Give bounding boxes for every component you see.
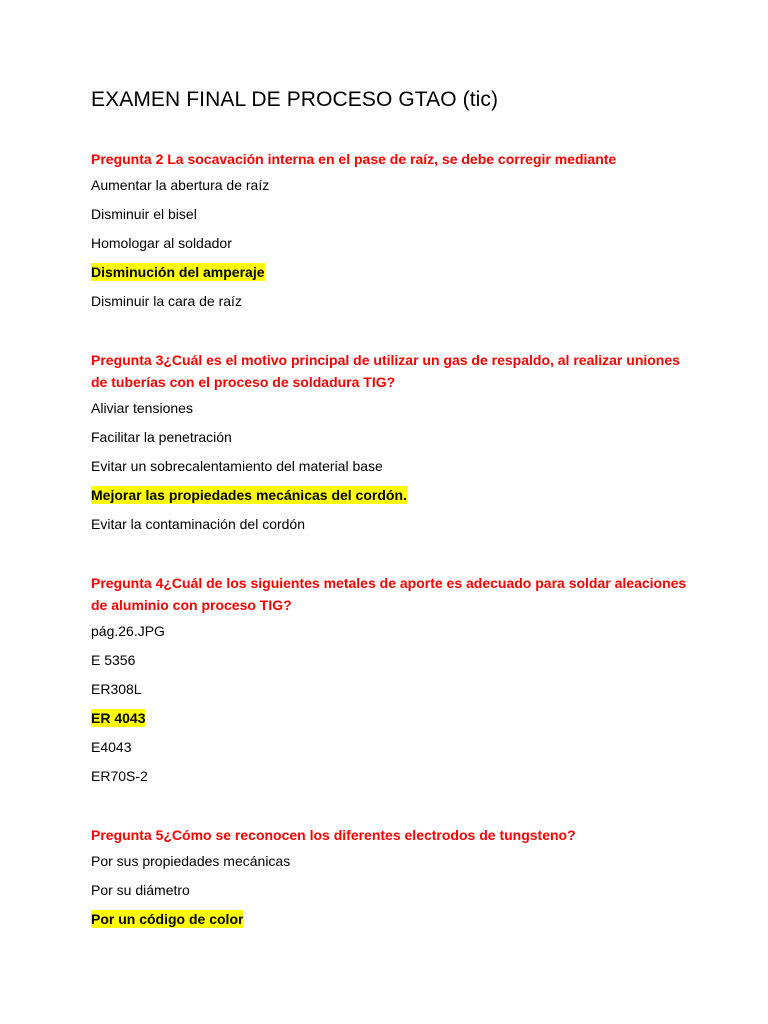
answer-option <box>91 650 691 670</box>
question-text: Pregunta 5¿Cómo se reconocen los diferentes electrodos de tungsteno? <box>91 827 576 843</box>
question-text: Pregunta 2 La socavación interna en el pase de raíz, se debe corregir mediante <box>91 151 617 167</box>
correct-answer-option <box>91 909 691 929</box>
correct-answer-option <box>91 485 691 505</box>
answer-option-label: Homologar al soldador <box>91 235 232 251</box>
answer-option <box>91 514 691 534</box>
answer-option <box>91 766 691 786</box>
question-block <box>91 148 691 311</box>
answer-option <box>91 398 691 418</box>
answer-option-label: ER70S-2 <box>91 768 148 784</box>
answer-option-label: Por sus propiedades mecánicas <box>91 853 291 869</box>
answer-option <box>91 427 691 447</box>
question-text: Pregunta 3¿Cuál es el motivo principal de utilizar un gas de respaldo, al realizar uniones de tuberías con el proceso de soldadura TIG? <box>91 352 680 390</box>
answer-option <box>91 175 691 195</box>
question-block <box>91 349 691 534</box>
correct-answer-option <box>91 262 691 282</box>
answer-option-label: Por su diámetro <box>91 882 190 898</box>
answer-option <box>91 737 691 757</box>
answer-option-label: Aliviar tensiones <box>91 400 193 416</box>
answer-option-label: Disminuir la cara de raíz <box>91 293 242 309</box>
answer-option <box>91 851 691 871</box>
answer-option <box>91 880 691 900</box>
answer-option <box>91 233 691 253</box>
answer-option-label: Facilitar la penetración <box>91 429 232 445</box>
answer-option-label: pág.26.JPG <box>91 623 165 639</box>
document-page <box>91 86 691 967</box>
correct-answer-label: Mejorar las propiedades mecánicas del cordón. <box>91 487 407 503</box>
answer-option-label: E 5356 <box>91 652 136 668</box>
answer-option <box>91 621 691 641</box>
answer-option <box>91 291 691 311</box>
document-title: EXAMEN FINAL DE PROCESO GTAO (tic) <box>91 88 499 111</box>
question-block <box>91 824 691 929</box>
answer-option-label: ER308L <box>91 681 142 697</box>
correct-answer-label: ER 4043 <box>91 710 146 726</box>
answer-option <box>91 679 691 699</box>
question-text: Pregunta 4¿Cuál de los siguientes metales de aporte es adecuado para soldar aleaciones de aluminio con proceso TIG? <box>91 575 687 613</box>
answer-option <box>91 204 691 224</box>
answer-option-label: E4043 <box>91 739 132 755</box>
answer-option <box>91 456 691 476</box>
correct-answer-label: Disminución del amperaje <box>91 264 265 280</box>
answer-option-label: Disminuir el bisel <box>91 206 197 222</box>
question-block <box>91 572 691 786</box>
answer-option-label: Aumentar la abertura de raíz <box>91 177 270 193</box>
correct-answer-option <box>91 708 691 728</box>
answer-option-label: Evitar un sobrecalentamiento del material base <box>91 458 383 474</box>
answer-option-label: Evitar la contaminación del cordón <box>91 516 306 532</box>
correct-answer-label: Por un código de color <box>91 911 244 927</box>
